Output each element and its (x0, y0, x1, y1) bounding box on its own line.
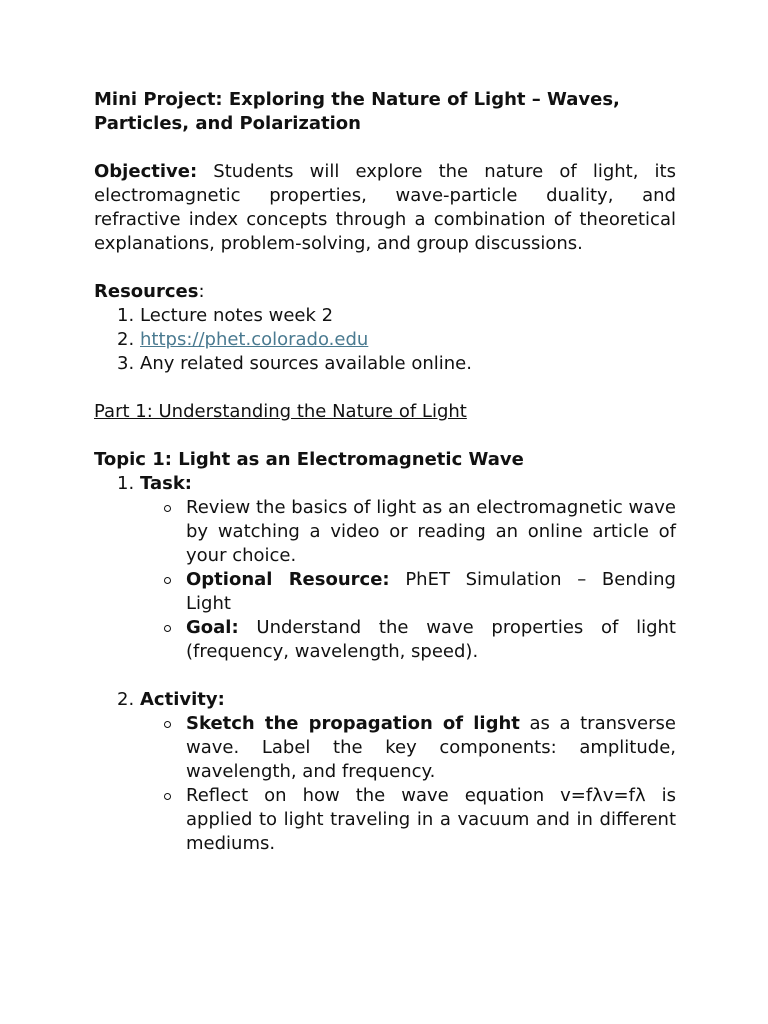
resource-text: Any related sources available online. (140, 353, 472, 374)
resources-list (94, 304, 676, 376)
resources-heading (94, 280, 676, 304)
document-title: Mini Project: Exploring the Nature of Light – Waves, Particles, and Polarization (94, 89, 620, 134)
task-bullet (140, 616, 676, 664)
resource-item (94, 352, 676, 376)
task-label: Task: (140, 473, 192, 494)
bullet-text: Review the basics of light as an electromagnetic wave by watching a video or reading an online article of your choice. (186, 497, 676, 566)
task-bullet (140, 568, 676, 616)
circle-bullet-icon (164, 625, 171, 632)
list-number: 1. (117, 305, 135, 326)
bullet-bold: Optional Resource: (186, 569, 390, 590)
resources-colon: : (198, 281, 205, 302)
list-number: 2. (117, 689, 135, 710)
spacer (94, 664, 676, 688)
topic1-list (94, 472, 676, 496)
list-number: 2. (117, 329, 135, 350)
spacer (94, 256, 676, 280)
resource-item (94, 304, 676, 328)
task-bullets (140, 496, 676, 664)
spacer (94, 376, 676, 400)
activity-bullet (140, 784, 676, 856)
bullet-bold: Goal: (186, 617, 239, 638)
task-item (94, 472, 676, 496)
part1-heading (94, 400, 676, 424)
objective-paragraph (94, 160, 676, 256)
bullet-text: PhET Simulation – Bending Light (186, 569, 676, 614)
spacer (94, 136, 676, 160)
bullet-bold: Sketch the propagation of light (186, 713, 520, 734)
list-number: 1. (117, 473, 135, 494)
topic1-heading: Topic 1: Light as an Electromagnetic Wave (94, 449, 524, 470)
circle-bullet-icon (164, 505, 171, 512)
activity-item (94, 688, 676, 712)
activity-label: Activity: (140, 689, 225, 710)
resource-text: Lecture notes week 2 (140, 305, 334, 326)
topic1-list-2 (94, 688, 676, 712)
activity-bullets (140, 712, 676, 856)
resources-label: Resources (94, 281, 199, 302)
objective-text: Students will explore the nature of light, its electromagnetic properties, wave-particle duality, and refractive index concepts through a combination of theoretical explanations, problem-solving, and group discussions. (94, 161, 676, 254)
task-bullet (140, 496, 676, 568)
phet-link[interactable]: https://phet.colorado.edu (140, 329, 369, 350)
spacer (94, 424, 676, 448)
bullet-text: as a transverse wave. Label the key components: amplitude, wavelength, and frequency. (186, 713, 676, 782)
circle-bullet-icon (164, 721, 171, 728)
document-page (94, 88, 676, 856)
objective-label: Objective: (94, 161, 198, 182)
resource-item (94, 328, 676, 352)
circle-bullet-icon (164, 793, 171, 800)
bullet-text: Understand the wave properties of light (frequency, wavelength, speed). (186, 617, 676, 662)
list-number: 3. (117, 353, 135, 374)
bullet-text: Reflect on how the wave equation v=fλv=fλ is applied to light traveling in a vacuum and in different mediums. (186, 785, 676, 854)
activity-bullet (140, 712, 676, 784)
circle-bullet-icon (164, 577, 171, 584)
part1-heading-text: Part 1: Understanding the Nature of Light (94, 401, 467, 422)
